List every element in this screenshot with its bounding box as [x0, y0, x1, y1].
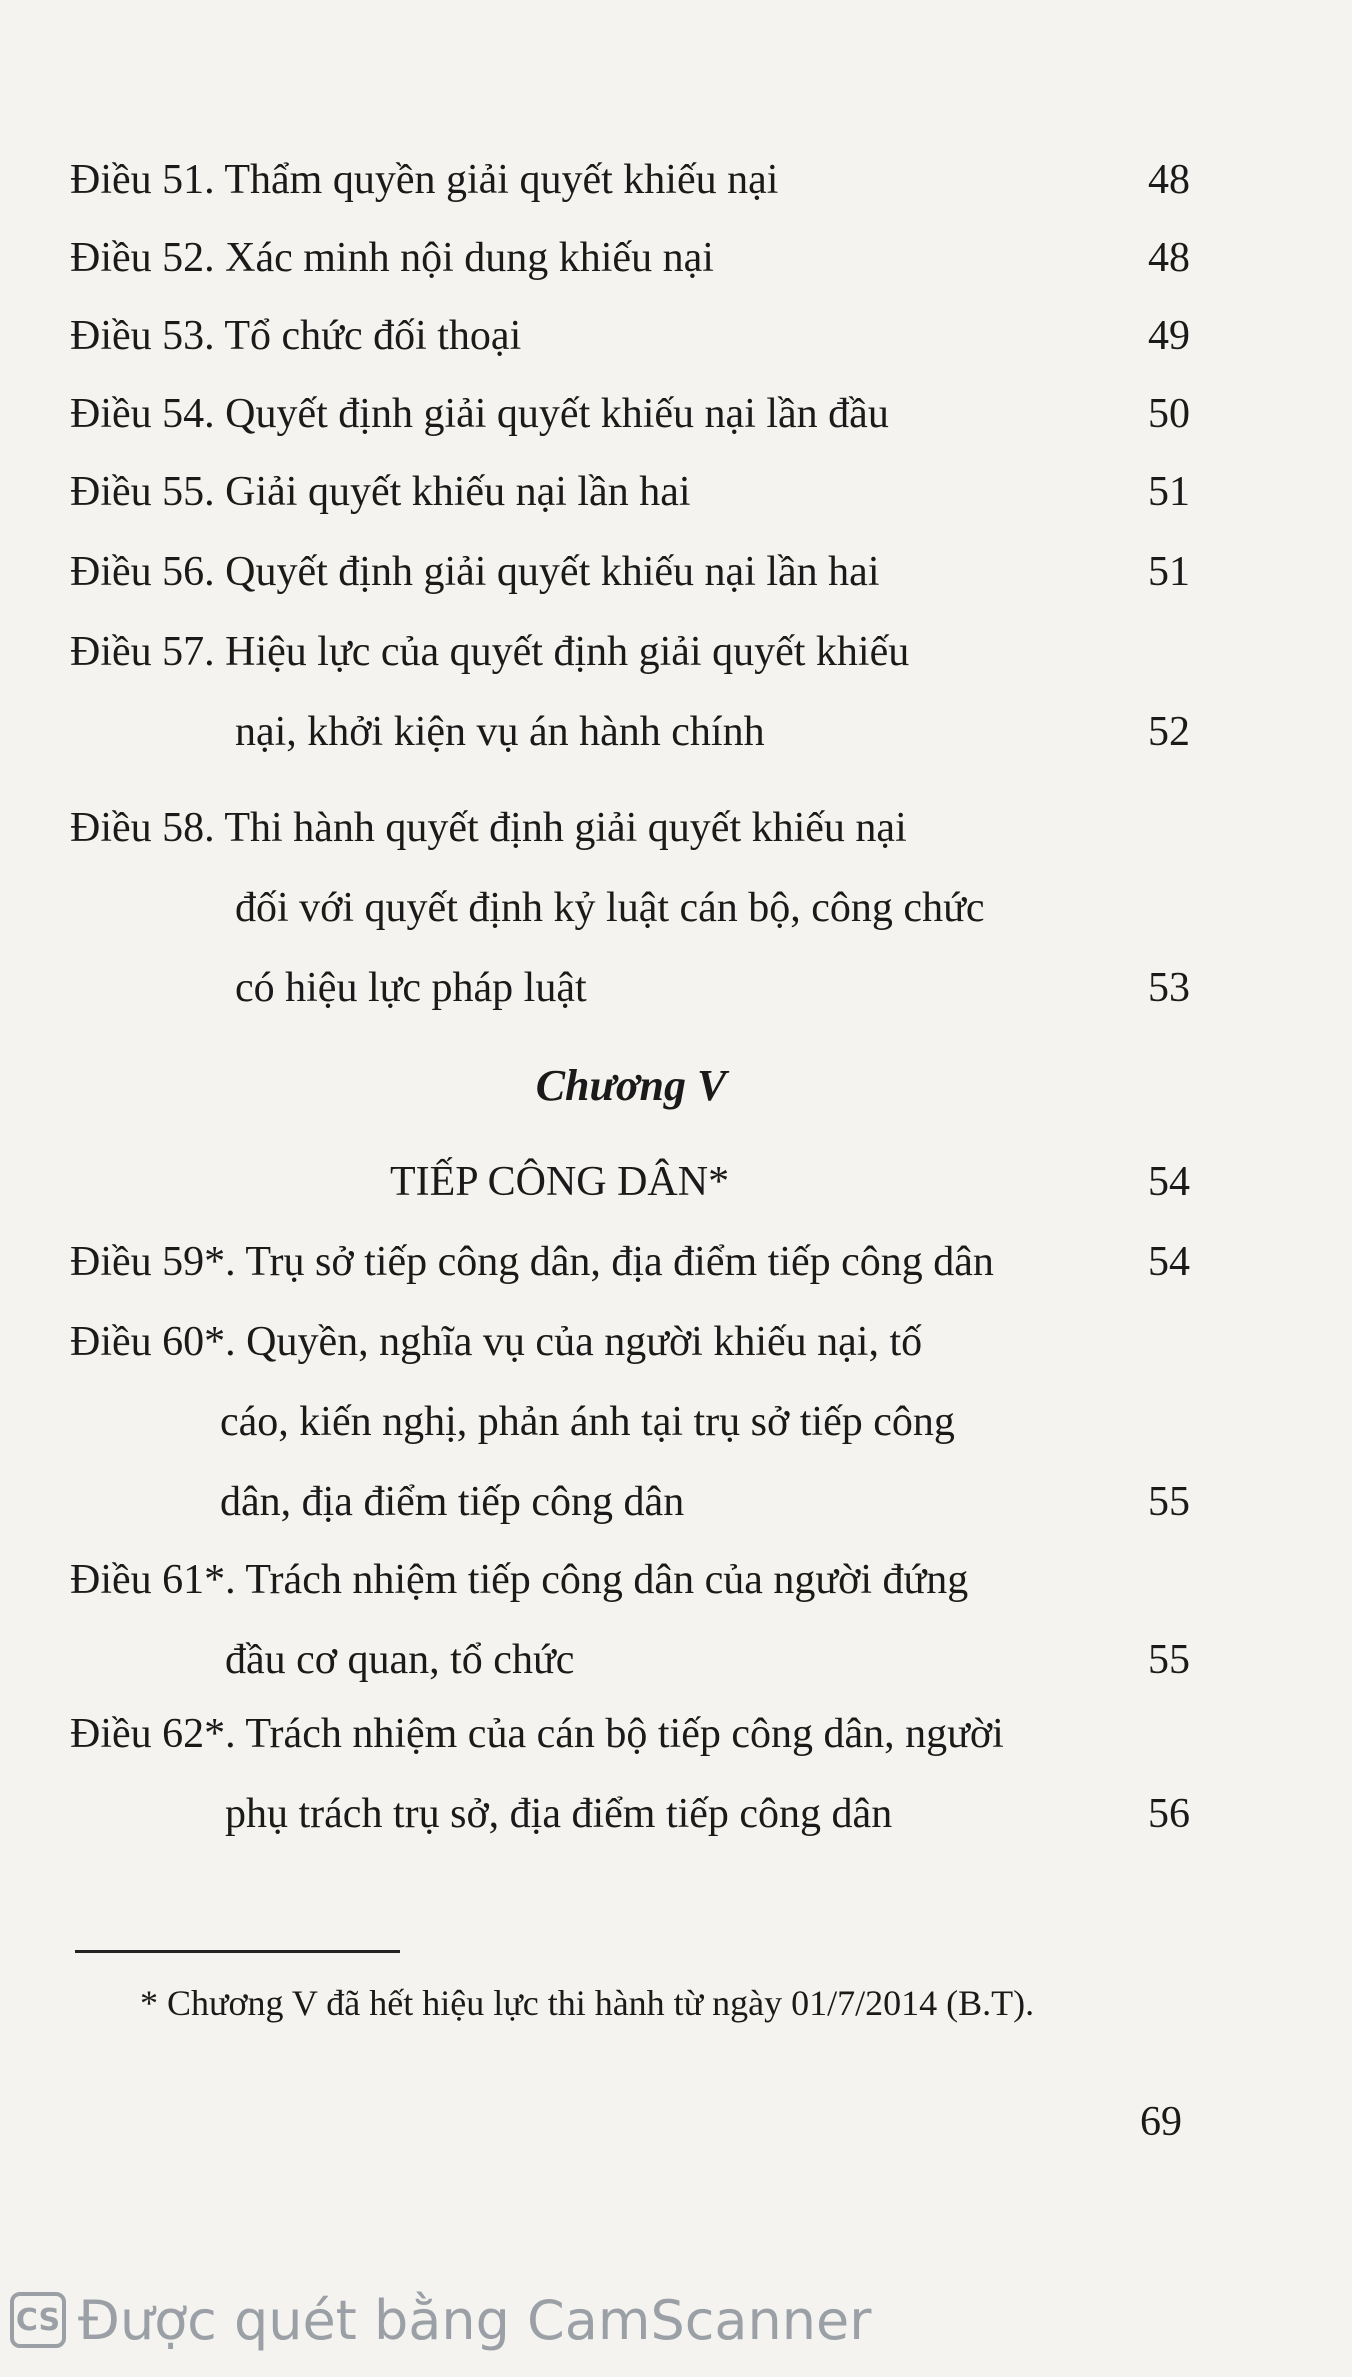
toc-entry [70, 218, 1190, 298]
toc-entry [70, 374, 1190, 454]
footnote: * Chương V đã hết hiệu lực thi hành từ ngày 01/7/2014 (B.T). [140, 1983, 1035, 2023]
entry-text: đối với quyết định kỷ luật cán bộ, công chức [235, 885, 985, 931]
entry-page: 53 [1148, 965, 1190, 1011]
chapter-heading [70, 1142, 1190, 1222]
toc-entry [70, 1540, 1190, 1700]
entry-text: Điều 56. Quyết định giải quyết khiếu nại lần hai [70, 549, 880, 595]
entry-page: 50 [1148, 391, 1190, 437]
entry-text: Điều 52. Xác minh nội dung khiếu nại [70, 235, 714, 281]
toc-entry [70, 532, 1190, 612]
entry-text: Điều 62*. Trách nhiệm của cán bộ tiếp công dân, người [70, 1711, 1004, 1757]
entry-text: nại, khởi kiện vụ án hành chính [235, 709, 765, 755]
toc-entry [70, 788, 1190, 1028]
entry-text: Điều 58. Thi hành quyết định giải quyết khiếu nại [70, 805, 907, 851]
page-number: 69 [1140, 2099, 1182, 2145]
entry-text: Điều 61*. Trách nhiệm tiếp công dân của người đứng [70, 1557, 969, 1603]
toc-entry [70, 452, 1190, 532]
entry-text: có hiệu lực pháp luật [235, 965, 587, 1011]
entry-text: Điều 60*. Quyền, nghĩa vụ của người khiếu nại, tố [70, 1319, 923, 1365]
entry-page: 55 [1148, 1479, 1190, 1525]
entry-page: 51 [1148, 549, 1190, 595]
chapter-subtitle: TIẾP CÔNG DÂN* [390, 1159, 730, 1205]
entry-text: phụ trách trụ sở, địa điểm tiếp công dân [225, 1791, 893, 1837]
entry-text: Điều 55. Giải quyết khiếu nại lần hai [70, 469, 691, 515]
entry-page: 54 [1148, 1239, 1190, 1285]
chapter-page: 54 [1148, 1159, 1190, 1205]
toc-entry [70, 1222, 1190, 1302]
entry-text: đầu cơ quan, tổ chức [225, 1637, 575, 1683]
entry-page: 51 [1148, 469, 1190, 515]
entry-page: 52 [1148, 709, 1190, 755]
entry-text: Điều 59*. Trụ sở tiếp công dân, địa điểm tiếp công dân [70, 1239, 994, 1285]
chapter-title: Chương V [535, 1061, 727, 1110]
entry-page: 49 [1148, 313, 1190, 359]
entry-page: 48 [1148, 235, 1190, 281]
toc-entry [70, 140, 1190, 220]
entry-page: 55 [1148, 1637, 1190, 1683]
entry-text: dân, địa điểm tiếp công dân [220, 1479, 685, 1525]
toc-entry [70, 1302, 1190, 1542]
toc-entry [70, 612, 1190, 772]
entry-page: 48 [1148, 157, 1190, 203]
entry-text: Điều 53. Tổ chức đối thoại [70, 313, 522, 359]
entry-text: cáo, kiến nghị, phản ánh tại trụ sở tiếp công [220, 1399, 955, 1445]
scanner-watermark [10, 2285, 871, 2355]
entry-text: Điều 54. Quyết định giải quyết khiếu nại lần đầu [70, 391, 889, 437]
entry-text: Điều 57. Hiệu lực của quyết định giải quyết khiếu [70, 629, 910, 675]
entry-text: Điều 51. Thẩm quyền giải quyết khiếu nại [70, 157, 779, 203]
footnote-divider [75, 1950, 400, 1953]
scanner-text: Được quét bằng CamScanner [78, 2288, 872, 2352]
camscanner-logo-icon: CS [10, 2292, 66, 2348]
toc-entry [70, 1694, 1190, 1854]
entry-page: 56 [1148, 1791, 1190, 1837]
toc-entry [70, 296, 1190, 376]
